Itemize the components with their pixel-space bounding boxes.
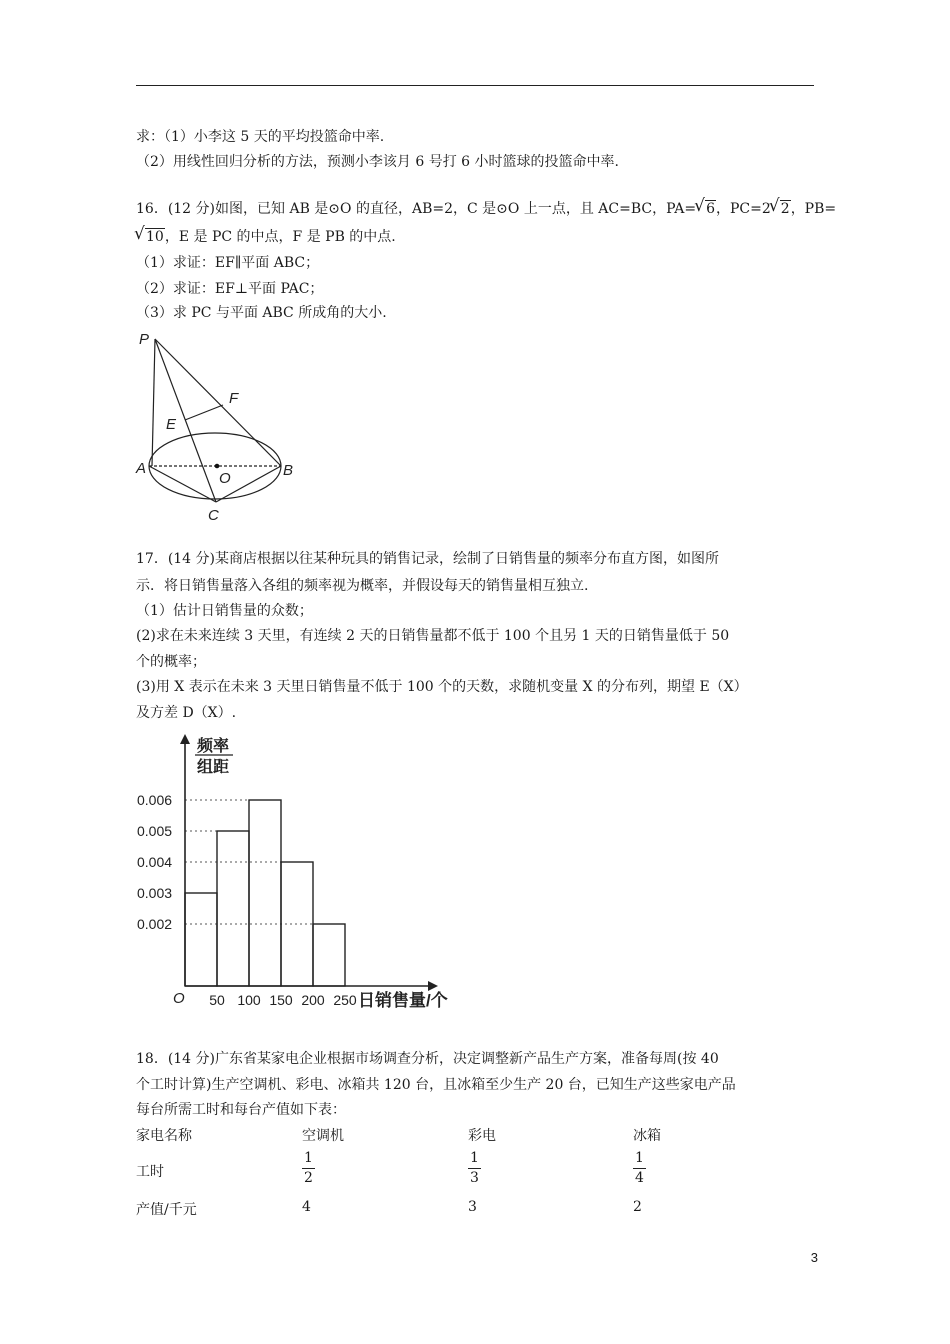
origin-label: O: [173, 990, 185, 1007]
label-f: F: [229, 390, 239, 407]
sqrt-6: [696, 200, 716, 218]
table-row-hours-label: 工时: [136, 1164, 164, 1180]
sqrt-2: [771, 200, 791, 218]
q18-line2: 个工时计算)生产空调机、彩电、冰箱共 120 台，且冰箱至少生产 20 台，已知生产这些家电产品: [136, 1077, 736, 1093]
fraction-tv-hours: [468, 1149, 481, 1188]
fraction-numerator: 1: [633, 1149, 646, 1169]
histogram-bar: [185, 893, 217, 986]
cone-figure: [130, 325, 310, 525]
x-tick-label: 200: [301, 992, 325, 1008]
label-b: B: [283, 462, 294, 479]
x-tick-label: 100: [237, 992, 261, 1008]
sqrt-10-radicand: 10: [146, 229, 164, 245]
y-tick-label: 0.005: [137, 823, 173, 839]
x-tick-label: 50: [209, 992, 225, 1008]
table-value-tv: 3: [468, 1199, 477, 1215]
q17-line7: 及方差 D（X）.: [136, 705, 237, 721]
table-header-name: 家电名称: [136, 1128, 192, 1144]
label-a: A: [136, 460, 147, 477]
q16-line1: [136, 200, 836, 218]
sqrt-10: [136, 228, 165, 246]
histogram-chart: [125, 732, 470, 1017]
y-axis-arrow: [180, 734, 190, 744]
x-axis-arrow: [428, 981, 438, 991]
header-rule: [136, 85, 814, 86]
table-value-fridge: 2: [633, 1199, 642, 1215]
q17-line5: 个的概率；: [136, 654, 206, 670]
q15-line2: （2）用线性回归分析的方法，预测小李该月 6 号打 6 小时篮球的投篮命中率.: [136, 154, 619, 170]
label-o: O: [219, 470, 231, 487]
q16-line2: [136, 228, 396, 246]
edge-pc: [155, 339, 216, 502]
q17-line4: (2)求在未来连续 3 天里，有连续 2 天的日销售量都不低于 100 个且另 1 天的日销售量低于 50: [136, 628, 730, 644]
q17-line1: 17．(14 分)某商店根据以往某种玩具的销售记录，绘制了日销售量的频率分布直方图，如图所: [136, 551, 720, 567]
x-tick-label: 250: [333, 992, 357, 1008]
q16-text-b: ，PC=2: [715, 201, 771, 217]
y-tick-label: 0.006: [137, 792, 173, 808]
table-header-fridge: 冰箱: [633, 1128, 661, 1144]
edge-pb: [155, 339, 281, 466]
fraction-denominator: 3: [470, 1170, 479, 1186]
q16-sub2: （2）求证：EF⊥平面 PAC；: [136, 281, 324, 297]
q16-text-c: ，PB=: [790, 201, 837, 217]
sqrt-6-radicand: 6: [706, 201, 715, 217]
q18-line1: 18．(14 分)广东省某家电企业根据市场调查分析，决定调整新产品生产方案，准备每周(按 40: [136, 1051, 719, 1067]
q17-line6: (3)用 X 表示在未来 3 天里日销售量不低于 100 个的天数，求随机变量 X 的分布列，期望 E（X）: [136, 679, 748, 695]
q17-line3: （1）估计日销售量的众数；: [136, 603, 313, 619]
table-row-value-label: 产值/千元: [136, 1202, 197, 1218]
label-e: E: [166, 416, 177, 433]
q16-sub1: （1）求证：EF∥平面 ABC；: [136, 255, 320, 271]
x-tick-label: 150: [269, 992, 293, 1008]
sqrt-2-radicand: 2: [780, 201, 790, 217]
q16-sub3: （3）求 PC 与平面 ABC 所成角的大小.: [136, 305, 387, 321]
q16-text-d: ，E 是 PC 的中点，F 是 PB 的中点.: [164, 229, 396, 245]
q15-line1: 求：（1）小李这 5 天的平均投篮命中率.: [136, 129, 385, 145]
fraction-numerator: 1: [302, 1149, 315, 1169]
edge-pa: [152, 339, 155, 466]
histogram-bar: [217, 831, 249, 986]
q18-line3: 每台所需工时和每台产值如下表：: [136, 1102, 346, 1118]
ylabel-top: 频率: [197, 738, 230, 755]
q16-text-a: 16．(12 分)如图，已知 AB 是⊙O 的直径，AB=2，C 是⊙O 上一点，且 AC=BC，PA=: [136, 201, 697, 217]
fraction-denominator: 2: [304, 1170, 313, 1186]
y-tick-label: 0.004: [137, 854, 173, 870]
segment-ef: [185, 405, 223, 420]
fraction-numerator: 1: [468, 1149, 481, 1169]
x-axis-label: 日销售量/个: [358, 991, 448, 1010]
center-o-dot: [215, 464, 220, 469]
table-header-tv: 彩电: [468, 1128, 496, 1144]
histogram-bar: [249, 800, 281, 986]
label-c: C: [208, 507, 219, 524]
ylabel-bottom: 组距: [197, 759, 230, 776]
table-value-ac: 4: [302, 1199, 311, 1215]
label-p: P: [139, 331, 150, 348]
fraction-fridge-hours: [633, 1149, 646, 1188]
q17-line2: 示．将日销售量落入各组的频率视为概率，并假设每天的销售量相互独立.: [136, 578, 589, 594]
y-tick-label: 0.002: [137, 916, 173, 932]
y-tick-label: 0.003: [137, 885, 173, 901]
fraction-denominator: 4: [635, 1170, 644, 1186]
fraction-ac-hours: [302, 1149, 315, 1188]
page-number: 3: [810, 1250, 818, 1265]
table-header-ac: 空调机: [302, 1128, 344, 1144]
histogram-bar: [313, 924, 345, 986]
